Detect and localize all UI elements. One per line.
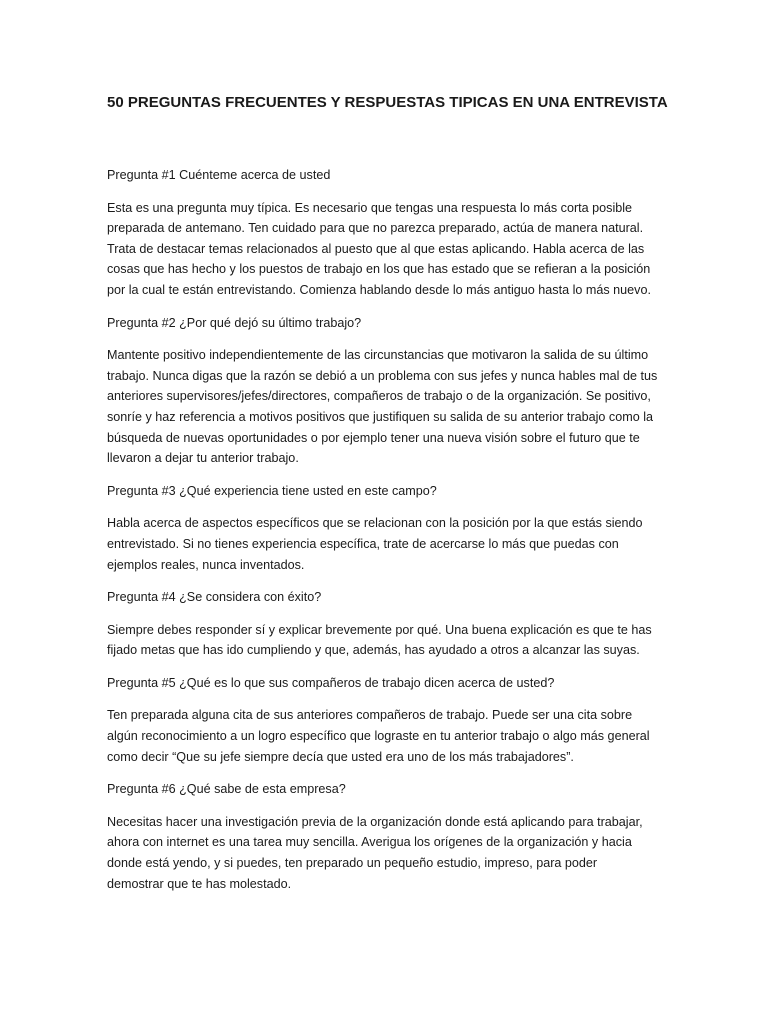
answer-line: ejemplos reales, nunca inventados. xyxy=(107,557,305,572)
section-1 xyxy=(107,165,667,301)
answer-line: demostrar que te has molestado. xyxy=(107,876,292,891)
question-1: Pregunta #1 Cuénteme acerca de usted xyxy=(107,168,331,182)
section-2 xyxy=(107,313,667,469)
answer-line: Mantente positivo independientemente de las circunstancias que motivaron la salida de su último xyxy=(107,348,649,363)
answer-5 xyxy=(107,705,667,767)
answer-1 xyxy=(107,198,667,301)
document-title: 50 PREGUNTAS FRECUENTES Y RESPUESTAS TIPICAS EN UNA ENTREVISTA xyxy=(107,94,668,111)
answer-2 xyxy=(107,345,667,469)
question-6: Pregunta #6 ¿Qué sabe de esta empresa? xyxy=(107,782,346,797)
answer-line: sonríe y haz referencia a motivos positivos que justifiquen su salida de su anterior trabajo como la xyxy=(107,409,654,424)
answer-line: Habla acerca de aspectos específicos que se relacionan con la posición por la que estás siendo xyxy=(107,516,643,531)
answer-line: Trata de destacar temas relacionados al puesto que al que estas aplicando. Habla acerca de las xyxy=(107,241,645,256)
answer-line: Siempre debes responder sí y explicar brevemente por qué. Una buena explicación es que te has xyxy=(107,622,652,637)
answer-line: Necesitas hacer una investigación previa de la organización donde está aplicando para trabajar, xyxy=(107,814,643,829)
answer-line: Esta es una pregunta muy típica. Es necesario que tengas una respuesta lo más corta posible xyxy=(107,200,633,215)
question-3: Pregunta #3 ¿Qué experiencia tiene usted en este campo? xyxy=(107,483,437,498)
question-4: Pregunta #4 ¿Se considera con éxito? xyxy=(107,590,322,605)
answer-line: trabajo. Nunca digas que la razón se debió a un problema con sus jefes y nunca hables mal de tus xyxy=(107,368,658,383)
section-5 xyxy=(107,673,667,767)
answer-line: anteriores supervisores/jefes/directores, compañeros de trabajo o de la organización. Se positivo, xyxy=(107,389,651,404)
answer-line: entrevistado. Si no tienes experiencia específica, trate de acercarse lo más que puedas con xyxy=(107,536,619,551)
answer-line: búsqueda de nuevas oportunidades o por ejemplo tener una nueva visión sobre el futuro que te xyxy=(107,430,640,445)
section-4 xyxy=(107,587,667,661)
question-5: Pregunta #5 ¿Qué es lo que sus compañeros de trabajo dicen acerca de usted? xyxy=(107,675,555,690)
answer-line: como decir “Que su jefe siempre decía que usted era uno de los más trabajadores”. xyxy=(107,749,574,764)
answer-line: Ten preparada alguna cita de sus anteriores compañeros de trabajo. Puede ser una cita sobre xyxy=(107,708,633,723)
answer-4 xyxy=(107,620,667,661)
answer-6 xyxy=(107,812,667,894)
section-3 xyxy=(107,481,667,575)
answer-line: fijado metas que has ido cumpliendo y que, además, has ayudado a otros a alcanzar las suyas. xyxy=(107,643,640,658)
document-page xyxy=(107,92,667,906)
question-2: Pregunta #2 ¿Por qué dejó su último trabajo? xyxy=(107,315,362,330)
answer-line: donde está yendo, y si puedes, ten preparado un pequeño estudio, impreso, para poder xyxy=(107,856,598,871)
answer-line: ahora con internet es una tarea muy sencilla. Averigua los orígenes de la organización y hacia xyxy=(107,835,632,850)
section-6 xyxy=(107,779,667,894)
answer-line: llevaron a dejar tu anterior trabajo. xyxy=(107,451,299,466)
answer-line: por la cual te están entrevistando. Comienza hablando desde lo más antiguo hasta lo más nuevo. xyxy=(107,282,651,297)
answer-line: cosas que has hecho y los puestos de trabajo en los que has estado que se refieran a la posición xyxy=(107,262,651,277)
answer-3 xyxy=(107,513,667,575)
answer-line: preparada de antemano. Ten cuidado para que no parezca preparado, actúa de manera natural. xyxy=(107,221,644,236)
answer-line: algún reconocimiento a un logro específico que lograste en tu anterior trabajo o algo más general xyxy=(107,729,650,744)
